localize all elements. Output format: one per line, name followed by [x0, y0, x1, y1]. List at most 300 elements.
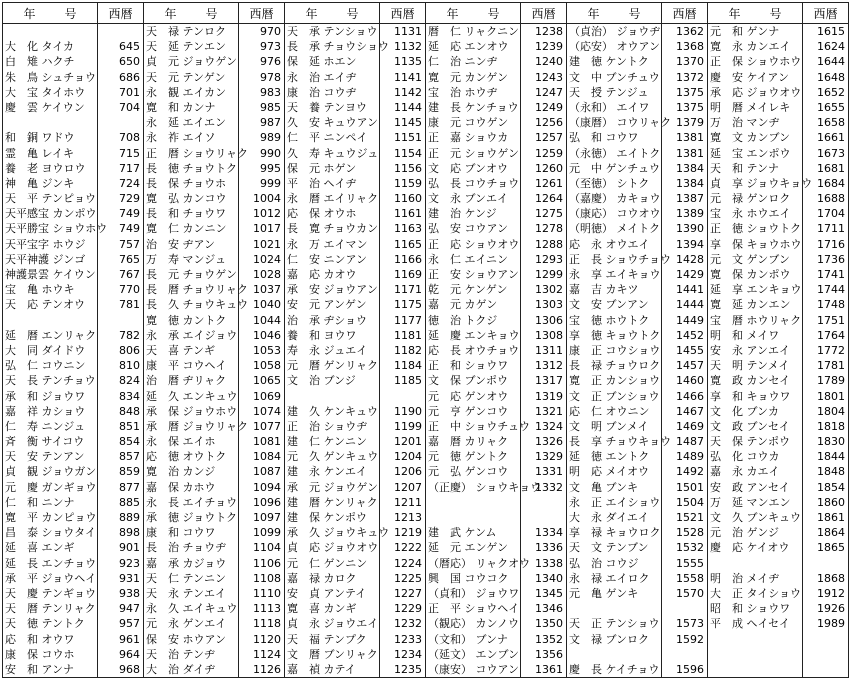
year-cell: 1260	[535, 161, 563, 175]
year-cell: 1151	[394, 131, 422, 145]
era-name-cell: （至徳） シトク	[569, 176, 650, 190]
year-cell: 1661	[817, 131, 845, 145]
era-name-cell: 天 授 テンジュ	[569, 85, 649, 99]
year-cell: 1222	[394, 541, 422, 555]
year-cell: 757	[119, 237, 140, 251]
era-name-cell: 弘 長 コウチョウ	[428, 176, 520, 190]
year-cell: 1375	[676, 100, 704, 114]
year-cell	[98, 313, 143, 328]
era-name-cell: （暦応） リャクオウ	[428, 556, 531, 570]
era-name-cell	[708, 647, 802, 662]
era-name-cell: 文 保 ブンポウ	[428, 374, 509, 388]
era-name-cell: 建 治 ケンジ	[428, 207, 497, 221]
era-name-cell: 寛 永 カンエイ	[710, 40, 791, 54]
era-name-cell: 貞 応 ジョウオウ	[287, 541, 379, 555]
year-cell: 1624	[817, 40, 845, 54]
era-name-cell: 正 元 ショウゲン	[428, 146, 520, 160]
era-name-cell: 宝 亀 ホウキ	[5, 283, 75, 297]
era-name-cell: 大 化 タイカ	[5, 40, 74, 54]
year-cell: 834	[119, 389, 140, 403]
year-cell: 810	[119, 359, 140, 373]
era-name-cell: 元 中 ゲンチュウ	[569, 161, 660, 175]
year-cell: 995	[260, 161, 281, 175]
year-cell: 1058	[253, 359, 281, 373]
year-cell: 923	[119, 556, 140, 570]
era-name-cell: 正 治 ショウヂ	[287, 419, 368, 433]
era-name-cell: 建 長 ケンチョウ	[428, 100, 519, 114]
era-name-cell: 寛 保 カンポウ	[710, 268, 791, 281]
year-cell: 877	[119, 480, 140, 494]
era-name-cell: 宝 永 ホウエイ	[710, 207, 791, 221]
year-cell: 1077	[253, 419, 281, 433]
header-nen: 年	[23, 6, 36, 21]
era-name-cell: 長 禄 チョウロク	[569, 359, 661, 373]
era-name-cell: 安 永 アンエイ	[710, 343, 791, 357]
year-cell: 1163	[394, 222, 422, 236]
year-cell: 1748	[817, 298, 845, 312]
year-cell: 1249	[535, 100, 563, 114]
era-name-cell: 天 安 テンアン	[5, 450, 85, 464]
year-cell: 1332	[535, 480, 563, 494]
year-cell: 1275	[535, 207, 563, 221]
year-cell: 1334	[535, 526, 563, 540]
header-nen: 年	[587, 6, 600, 21]
era-name-cell: 天 永 テンエイ	[146, 586, 226, 600]
year-cell: 1868	[817, 571, 845, 585]
year-cell: 1864	[817, 526, 845, 540]
year-cell: 1224	[394, 556, 422, 570]
era-name-cell: 永 禄 エイロク	[569, 571, 650, 585]
era-name-cell: 長 享 チョウキョウ	[569, 435, 672, 449]
era-name-cell: 貞 観 ジョウガン	[5, 465, 97, 479]
era-name-cell: 寛 文 カンブン	[710, 131, 791, 145]
header-nen: 年	[305, 6, 318, 21]
era-name-cell: 大 治 ダイヂ	[146, 662, 216, 676]
year-cell: 1099	[253, 526, 281, 540]
header-gou: 号	[64, 6, 77, 21]
era-name-cell: （永和） エイワ	[569, 100, 650, 114]
year-cell: 1428	[676, 252, 704, 266]
era-name-cell: 天 文 テンブン	[569, 541, 649, 555]
year-cell: 1860	[817, 495, 845, 509]
header-year-4: 西暦	[521, 3, 567, 24]
year-cell: 1053	[253, 343, 281, 357]
year-cell: 1345	[535, 586, 563, 600]
era-name-cell: 永 暦 エイリャク	[287, 192, 379, 206]
era-name-cell	[285, 389, 379, 404]
year-cell: 1096	[253, 495, 281, 509]
era-name-cell: 康 平 コウヘイ	[146, 359, 227, 373]
year-cell: 987	[260, 116, 281, 130]
year-cell: 1094	[253, 480, 281, 494]
year-cell: 724	[119, 176, 140, 190]
era-name-cell: 明 和 メイワ	[710, 328, 780, 342]
header-gou: 号	[628, 6, 641, 21]
year-cell: 1573	[676, 617, 704, 631]
era-name-cell: 応 保 オウホ	[287, 207, 357, 221]
era-name-cell: 万 延 マンエン	[710, 495, 791, 509]
year-cell: 1558	[676, 571, 704, 585]
era-name-cell: 正 安 ショウアン	[428, 268, 519, 281]
era-name-cell: 永 治 エイヂ	[287, 70, 357, 84]
year-cell: 1751	[817, 313, 845, 327]
era-name-cell: 応 徳 オウトク	[146, 450, 227, 464]
year-cell: 1308	[535, 328, 563, 342]
year-cell: 1352	[535, 632, 563, 646]
year-cell	[98, 24, 143, 39]
year-cell: 767	[119, 268, 140, 281]
year-cell: 1185	[394, 374, 422, 388]
year-cell: 1528	[676, 526, 704, 540]
year-cell: 1854	[817, 480, 845, 494]
era-name-cell: 明 応 メイオウ	[569, 465, 649, 479]
year-cell: 1165	[394, 237, 422, 251]
year-cell: 1460	[676, 374, 704, 388]
year-cell: 978	[260, 70, 281, 84]
era-name-cell	[708, 556, 802, 571]
era-name-cell: 永 万 エイマン	[287, 237, 368, 251]
era-name-cell: 長 元 チョウゲン	[146, 268, 237, 281]
era-name-cell: 天 福 テンプク	[287, 632, 367, 646]
year-cell: 1247	[535, 85, 563, 99]
year-cell: 976	[260, 55, 281, 69]
era-name-cell: 白 雉 ハクチ	[5, 55, 75, 69]
era-name-cell: 大 宝 タイホウ	[5, 85, 86, 99]
era-name-cell: （康暦） コウリャク	[569, 116, 672, 130]
year-cell	[803, 647, 848, 662]
era-name-cell: 元 亨 ゲンコウ	[428, 404, 509, 418]
year-cell: 1384	[676, 161, 704, 175]
year-cell: 765	[119, 252, 140, 266]
era-name-cell: 保 延 ホエン	[287, 55, 357, 69]
era-name-cell: 平 治 ヘイヂ	[287, 176, 357, 190]
era-name-cell: 弘 仁 コウニン	[5, 359, 86, 373]
header-gou: 号	[205, 6, 218, 21]
era-name-cell: 天 承 テンショウ	[287, 25, 378, 38]
year-cell	[521, 510, 566, 525]
era-name-cell: 承 元 ジョウゲン	[287, 480, 379, 494]
year-column-3	[380, 24, 426, 678]
era-name-column-4	[426, 24, 542, 678]
era-name-cell: 寛 政 カンセイ	[710, 374, 791, 388]
year-cell: 1711	[817, 222, 845, 236]
year-cell: 1024	[253, 252, 281, 266]
era-name-cell: 康 正 コウショウ	[569, 343, 661, 357]
era-name-cell: 保 安 ホウアン	[146, 632, 227, 646]
year-cell: 1704	[817, 207, 845, 221]
era-name-cell: （貞和） ジョウワ	[428, 586, 520, 600]
year-cell: 985	[260, 100, 281, 114]
era-name-cell: 永 延 エイエン	[146, 116, 227, 130]
header-name-label	[567, 5, 661, 22]
year-cell: 1227	[394, 586, 422, 600]
era-name-cell: 正 嘉 ショウカ	[428, 131, 509, 145]
year-cell: 1259	[535, 146, 563, 160]
era-name-cell: 元 慶 ガンギョウ	[5, 480, 97, 494]
era-name-cell: 天 徳 テントク	[5, 617, 85, 631]
year-cell	[803, 632, 848, 647]
era-name-cell: 長 保 チョウホ	[146, 176, 227, 190]
era-name-cell: 安 政 アンセイ	[710, 480, 790, 494]
year-cell: 957	[119, 617, 140, 631]
era-name-column-2	[144, 24, 249, 678]
era-name-cell: 承 徳 ジョウトク	[146, 511, 238, 524]
year-cell: 1257	[535, 131, 563, 145]
era-name-cell: （応安） オウアン	[569, 40, 661, 54]
era-name-cell: 寛 延 カンエン	[710, 298, 791, 312]
era-name-cell: 神 亀 ジンキ	[5, 176, 75, 190]
year-cell: 1312	[535, 359, 563, 373]
year-cell: 1240	[535, 55, 563, 69]
era-name-cell: 天 慶 テンギョウ	[5, 586, 96, 600]
era-name-cell: 大 正 タイショウ	[710, 586, 802, 600]
year-cell: 1684	[817, 176, 845, 190]
year-cell: 1154	[394, 146, 422, 160]
era-name-cell: 宝 治 ホウヂ	[428, 85, 498, 99]
header-nen: 年	[164, 6, 177, 21]
era-name-cell: 延 享 エンキョウ	[710, 283, 802, 297]
era-name-cell: 元 亀 ゲンキ	[569, 586, 639, 600]
year-column-1	[98, 24, 144, 678]
year-cell: 1243	[535, 70, 563, 84]
era-name-cell: 延 長 エンチョウ	[5, 556, 97, 570]
year-cell: 1764	[817, 328, 845, 342]
year-cell: 1081	[253, 435, 281, 449]
year-cell: 1161	[394, 207, 422, 221]
era-name-cell: 暦 仁 リャクニン	[428, 25, 519, 38]
year-cell: 1046	[253, 328, 281, 342]
year-cell: 931	[119, 571, 140, 585]
year-cell: 1156	[394, 161, 422, 175]
year-cell: 1452	[676, 328, 704, 342]
year-cell: 704	[119, 100, 140, 114]
era-name-cell: 天平宝字 ホウジ	[5, 237, 86, 251]
era-name-cell: 弘 安 コウアン	[428, 222, 509, 236]
year-cell: 1124	[253, 647, 281, 661]
era-name-cell: 正 暦 ショウリャク	[146, 146, 248, 160]
era-name-cell: 元 仁 ゲンニン	[287, 556, 368, 570]
era-name-cell: （正慶） ショウキョウ	[428, 480, 542, 494]
year-cell: 1372	[676, 70, 704, 84]
year-cell: 1489	[676, 450, 704, 464]
year-cell: 1126	[253, 662, 281, 676]
year-cell: 1455	[676, 343, 704, 357]
era-name-cell: 正 和 ショウワ	[428, 359, 509, 373]
era-name-cell: 永 祚 エイソ	[146, 131, 216, 145]
era-name-cell: 永 保 エイホ	[146, 435, 216, 449]
era-name-cell	[567, 601, 661, 616]
era-name-cell: 天平神護 ジンゴ	[5, 252, 86, 266]
era-name-cell: 建 永 ケンエイ	[287, 465, 367, 479]
header-year-5: 西暦	[662, 3, 708, 24]
era-name-cell: 承 和 ジョウワ	[5, 389, 86, 403]
header-name-1	[3, 3, 98, 24]
era-name-cell: （文和） ブンナ	[428, 632, 509, 646]
year-cell: 1457	[676, 359, 704, 373]
year-cell: 1861	[817, 511, 845, 524]
year-cell: 1084	[253, 450, 281, 464]
year-cell: 1389	[676, 207, 704, 221]
era-name-cell: 正 中 ショウチュウ	[428, 419, 530, 433]
year-column-4	[521, 24, 567, 678]
era-name-cell: 承 平 ジョウヘイ	[5, 571, 97, 585]
header-name-6	[708, 3, 803, 24]
era-name-cell: 寿 永 ジュエイ	[287, 343, 368, 357]
year-cell: 1375	[676, 85, 704, 99]
era-name-cell: 応 仁 オウニン	[569, 404, 650, 418]
year-cell: 1182	[394, 343, 422, 357]
era-name-cell: 元 暦 ゲンリャク	[287, 359, 378, 373]
era-name-cell: 元 禄 ゲンロク	[710, 192, 791, 206]
era-name-cell: 康 保 コウホ	[5, 647, 75, 661]
era-name-table	[2, 2, 849, 678]
year-cell	[803, 662, 848, 677]
header-name-3	[285, 3, 380, 24]
era-name-cell: 養 老 ヨウロウ	[5, 161, 86, 175]
year-cell: 1444	[676, 298, 704, 312]
year-cell: 1293	[535, 252, 563, 266]
era-name-cell: 文 安 ブンアン	[569, 298, 649, 312]
year-cell: 1555	[676, 556, 704, 570]
era-name-cell: 文 明 ブンメイ	[569, 419, 649, 433]
era-name-cell: 平 成 ヘイセイ	[710, 617, 790, 631]
year-cell: 1288	[535, 237, 563, 251]
year-cell: 701	[119, 85, 140, 99]
year-cell: 1381	[676, 146, 704, 160]
era-name-cell: 天 保 テンポウ	[710, 435, 790, 449]
era-name-cell: 明 治 メイヂ	[710, 571, 780, 585]
era-name-cell: 和 銅 ワドウ	[5, 131, 75, 145]
era-name-cell: 元 応 ゲンオウ	[428, 389, 509, 403]
year-cell: 1741	[817, 268, 845, 281]
year-cell: 1340	[535, 571, 563, 585]
year-cell: 1135	[394, 55, 422, 69]
era-name-cell: 天 延 テンエン	[146, 40, 226, 54]
year-cell: 1199	[394, 419, 422, 433]
era-name-cell: 文 応 ブンオウ	[428, 161, 509, 175]
year-cell: 1004	[253, 192, 281, 206]
year-cell: 1239	[535, 40, 563, 54]
year-cell: 1818	[817, 419, 845, 433]
era-name-cell: 正 応 ショウオウ	[428, 237, 520, 251]
era-name-cell: 嘉 禎 カテイ	[287, 662, 356, 676]
era-name-cell: 寛 平 カンピョウ	[5, 511, 97, 524]
year-cell: 1256	[535, 116, 563, 130]
year-cell: 1069	[253, 389, 281, 403]
era-name-cell: 長 治 チョウヂ	[146, 541, 227, 555]
header-name-2	[144, 3, 239, 24]
body-row	[3, 24, 849, 678]
year-cell: 1331	[535, 465, 563, 479]
year-cell: 989	[260, 131, 281, 145]
year-cell	[662, 601, 707, 616]
era-name-cell: 文 久 ブンキュウ	[710, 511, 802, 524]
era-name-cell: 建 徳 ケントク	[569, 55, 649, 69]
era-name-cell: 保 元 ホゲン	[287, 161, 357, 175]
era-name-cell: 寛 喜 カンギ	[287, 602, 357, 616]
era-name-cell: 仁 和 ニンナ	[5, 495, 75, 509]
year-cell: 1097	[253, 511, 281, 524]
era-name-cell: 久 安 キュウアン	[287, 116, 379, 130]
era-name-cell: 永 正 エイショウ	[569, 495, 661, 509]
era-name-cell: 貞 永 ジョウエイ	[287, 617, 379, 631]
era-name-cell: 建 仁 ケンニン	[287, 435, 367, 449]
year-cell: 1040	[253, 298, 281, 312]
year-cell: 1087	[253, 465, 281, 479]
year-cell: 729	[119, 192, 140, 206]
era-name-cell	[3, 24, 97, 39]
era-name-cell	[426, 495, 520, 510]
era-name-column-1	[3, 24, 108, 678]
era-name-cell: 治 安 ヂアン	[146, 237, 216, 251]
header-year-3: 西暦	[380, 3, 426, 24]
era-name-cell: 永 仁 エイニン	[428, 252, 509, 266]
year-cell: 1521	[676, 511, 704, 524]
era-name-cell: 天 平 テンピョウ	[5, 192, 96, 206]
era-name-cell: 天 元 テンゲン	[146, 70, 226, 84]
era-name-cell: 延 元 エンゲン	[428, 541, 509, 555]
year-cell: 1926	[817, 602, 845, 616]
era-name-cell: 応 和 オウワ	[5, 632, 75, 646]
year-cell: 824	[119, 374, 140, 388]
era-name-cell: 嘉 承 カジョウ	[146, 556, 227, 570]
year-cell: 961	[119, 632, 140, 646]
era-name-cell: 貞 元 ジョウゲン	[146, 55, 238, 69]
era-name-cell: 嘉 暦 カリャク	[428, 435, 509, 449]
era-name-cell: 延 暦 エンリャク	[5, 328, 97, 342]
era-name-cell: 延 徳 エントク	[569, 450, 650, 464]
era-name-cell: 長 承 チョウショウ	[287, 40, 389, 54]
era-name-cell: 文 暦 ブンリャク	[287, 647, 378, 661]
era-name-cell: 承 応 ジョウオウ	[710, 85, 802, 99]
era-name-cell: 延 宝 エンポウ	[710, 146, 791, 160]
era-name-cell: 治 暦 ヂリャク	[146, 374, 227, 388]
era-name-cell: 正 長 ショウチョウ	[569, 252, 671, 266]
year-cell: 1074	[253, 404, 281, 418]
era-name-cell: 治 承 ヂショウ	[287, 313, 368, 327]
era-name-cell: 建 久 ケンキュウ	[287, 404, 378, 418]
year-cell	[662, 647, 707, 662]
year-cell: 1177	[394, 313, 422, 327]
year-cell: 1204	[394, 450, 422, 464]
year-cell: 1118	[253, 617, 281, 631]
year-cell: 1592	[676, 632, 704, 646]
year-cell: 1169	[394, 268, 422, 281]
year-cell	[803, 556, 848, 571]
era-name-cell: 文 政 ブンセイ	[710, 419, 790, 433]
era-name-cell: （嘉慶） カキョウ	[569, 192, 661, 206]
era-name-cell: 永 観 エイカン	[146, 85, 227, 99]
year-cell: 1912	[817, 586, 845, 600]
era-name-cell: 安 元 アンゲン	[287, 298, 367, 312]
year-cell: 1175	[394, 298, 422, 312]
year-cell: 1350	[535, 617, 563, 631]
header-name-label	[426, 5, 520, 22]
year-cell: 1278	[535, 222, 563, 236]
era-name-cell: 元 文 ゲンブン	[710, 252, 790, 266]
era-name-cell: 長 久 チョウキュウ	[146, 298, 249, 312]
year-cell: 781	[119, 298, 140, 312]
header-name-4	[426, 3, 521, 24]
header-nen: 年	[728, 6, 741, 21]
year-cell: 964	[119, 647, 140, 661]
year-cell: 1207	[394, 480, 422, 494]
era-name-cell: 昭 和 ショウワ	[710, 602, 791, 616]
year-cell: 1144	[394, 100, 422, 114]
year-cell: 749	[119, 207, 140, 221]
year-cell: 1362	[676, 25, 704, 38]
year-column-2	[239, 24, 285, 678]
